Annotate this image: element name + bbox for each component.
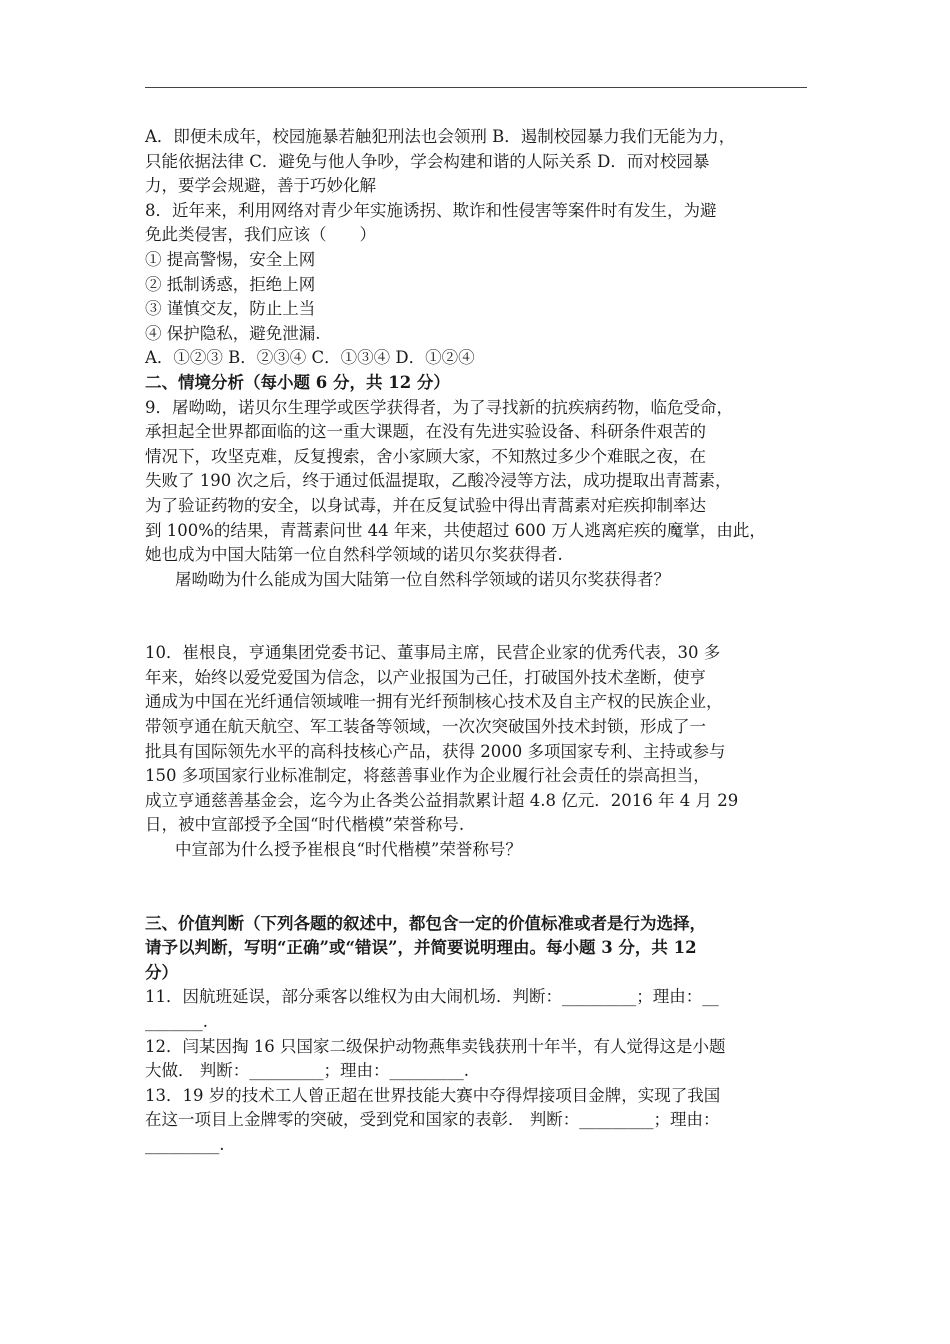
document-body xyxy=(145,125,813,1158)
section-3-heading-line: 分） xyxy=(145,962,178,982)
q13-line: 13．19 岁的技术工人曾正超在世界技能大赛中夺得焊接项目金牌，实现了我国 xyxy=(145,1085,721,1105)
q8-item: ④ 保护隐私，避免泄漏. xyxy=(145,323,321,343)
q10-line: 150 多项国家行业标准制定，将慈善事业作为企业履行社会责任的崇高担当， xyxy=(145,766,710,786)
question-12 xyxy=(145,1035,813,1084)
section-3-heading xyxy=(145,912,813,986)
question-8 xyxy=(145,199,813,371)
q9-line: 失败了 190 次之后，终于通过低温提取，乙酸冷浸等方法，成功提取出青蒿素， xyxy=(145,471,732,491)
question-13 xyxy=(145,1084,813,1158)
q8-item: ① 提高警惕，安全上网 xyxy=(145,249,316,269)
section-3-heading-line: 请予以判断，写明“正确”或“错误”，并简要说明理由。每小题 3 分，共 12 xyxy=(145,938,697,958)
question-9 xyxy=(145,396,813,593)
answer-space-q10 xyxy=(145,863,813,912)
section-2-heading: 二、情境分析（每小题 6 分，共 12 分） xyxy=(145,372,450,392)
q10-line: 成立亨通慈善基金会，迄今为止各类公益捐款累计超 4.8 亿元．2016 年 4 月 29 xyxy=(145,790,739,810)
answer-space-q9 xyxy=(145,592,813,641)
q8-item: ③ 谨慎交友，防止上当 xyxy=(145,299,316,319)
q7-option-line: 只能依据法律 C．避免与他人争吵，学会构建和谐的人际关系 D．而对校园暴 xyxy=(145,151,710,171)
q9-line: 承担起全世界都面临的这一重大课题，在没有先进实验设备、科研条件艰苦的 xyxy=(145,422,706,442)
q10-line: 带领亨通在航天航空、军工装备等领域，一次次突破国外技术封锁，形成了一 xyxy=(145,717,706,737)
q10-line: 通成为中国在光纤通信领域唯一拥有光纤预制核心技术及自主产权的民族企业， xyxy=(145,692,723,712)
q9-line: 到 100%的结果，青蒿素问世 44 年来，共使超过 600 万人逃离疟疾的魔掌，由此， xyxy=(145,520,766,540)
q7-option-line: A．即便未成年，校园施暴若触犯刑法也会领刑 B．遏制校园暴力我们无能为力， xyxy=(145,127,736,146)
q11-line: _______. xyxy=(145,1012,208,1031)
q13-line: _________. xyxy=(145,1134,225,1154)
q9-line: 9．屠呦呦，诺贝尔生理学或医学获得者，为了寻找新的抗疾病药物，临危受命， xyxy=(145,397,733,417)
q12-line: 12．闫某因掏 16 只国家二级保护动物燕隼卖钱获刑十年半，有人觉得这是小题 xyxy=(145,1036,726,1056)
header-rule xyxy=(145,87,807,88)
q10-line: 10．崔根良，亨通集团党委书记、董事局主席，民营企业家的优秀代表，30 多 xyxy=(145,643,721,663)
q9-line: 她也成为中国大陆第一位自然科学领域的诺贝尔奖获得者. xyxy=(145,545,563,565)
q10-line: 日，被中宣部授予全国“时代楷模”荣誉称号. xyxy=(145,815,465,835)
q9-question: 屠呦呦为什么能成为国大陆第一位自然科学领域的诺贝尔奖获得者？ xyxy=(175,569,670,589)
q7-option-line: 力，要学会规避，善于巧妙化解 xyxy=(145,176,376,196)
q8-item: ② 抵制诱惑，拒绝上网 xyxy=(145,274,316,294)
q11-line: 11．因航班延误，部分乘客以维权为由大闹机场．判断：_________；理由：__ xyxy=(145,987,719,1007)
q8-stem-line: 免此类侵害，我们应该（ ） xyxy=(145,225,376,245)
question-10 xyxy=(145,641,813,862)
q7-options xyxy=(145,125,813,199)
q12-line: 大做． 判断：_________；理由：_________. xyxy=(145,1061,469,1081)
q13-line: 在这一项目上金牌零的突破，受到党和国家的表彰． 判断：_________；理由： xyxy=(145,1110,720,1130)
q8-stem-line: 8．近年来，利用网络对青少年实施诱拐、欺诈和性侵害等案件时有发生，为避 xyxy=(145,200,717,220)
q10-line: 年来，始终以爱党爱国为信念，以产业报国为己任，打破国外技术垄断，使亨 xyxy=(145,667,706,687)
q8-choices: A．①②③ B．②③④ C．①③④ D．①②④ xyxy=(145,348,475,368)
q9-line: 情况下，攻坚克难，反复搜索，舍小家顾大家，不知熬过多少个难眠之夜，在 xyxy=(145,446,706,466)
section-3-heading-line: 三、价值判断（下列各题的叙述中，都包含一定的价值标准或者是行为选择， xyxy=(145,913,706,933)
q10-line: 批具有国际领先水平的高科技核心产品，获得 2000 多项国家专利、主持或参与 xyxy=(145,741,726,761)
q10-question: 中宣部为什么授予崔根良“时代楷模”荣誉称号？ xyxy=(175,840,522,860)
question-11 xyxy=(145,985,813,1034)
q9-line: 为了验证药物的安全，以身试毒，并在反复试验中得出青蒿素对疟疾抑制率达 xyxy=(145,495,706,515)
